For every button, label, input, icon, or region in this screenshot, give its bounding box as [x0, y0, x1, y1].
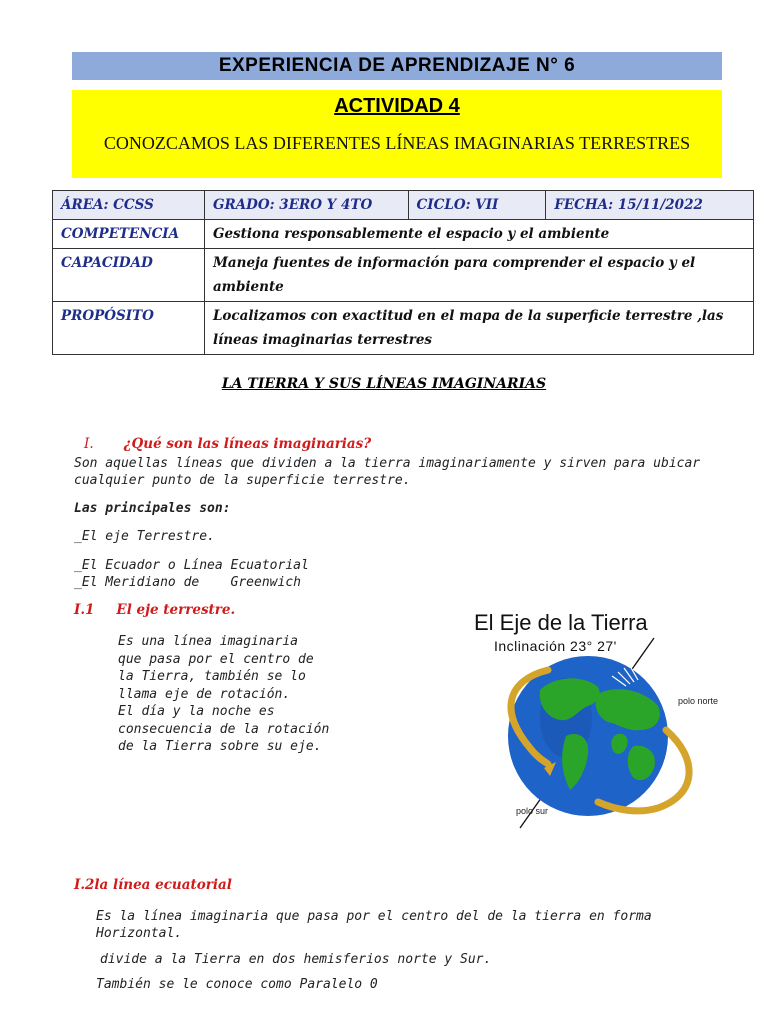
equator-paragraph-1: Es la línea imaginaria que pasa por el centro del de la tierra en forma Horizontal. — [96, 909, 652, 941]
section-1-2-title: la línea ecuatorial — [94, 877, 232, 893]
axis-description — [118, 633, 348, 756]
ciclo-cell: CICLO: VII — [408, 191, 546, 220]
section-title: LA TIERRA Y SUS LÍNEAS IMAGINARIAS — [221, 376, 547, 392]
question-1-text: Son aquellas líneas que dividen a la tierra imaginariamente y sirven para ubicar cualquier punto de la superficie terrestre. — [74, 456, 701, 488]
list-item: _El Ecuador o Línea Ecuatorial — [74, 558, 309, 573]
earth-axis-illustration — [448, 598, 718, 830]
table-row — [53, 249, 754, 302]
principales-heading: Las principales son: — [74, 501, 231, 516]
info-table — [52, 190, 754, 355]
capacidad-value: Maneja fuentes de información para comprender el espacio y el ambiente — [204, 249, 753, 302]
proposito-label: PROPÓSITO — [53, 302, 205, 355]
illustration-title: El Eje de la Tierra — [474, 610, 648, 635]
competencia-value: Gestiona responsablemente el espacio y el ambiente — [204, 220, 753, 249]
axis-line: Es una línea imaginaria — [118, 634, 299, 649]
table-row — [53, 191, 754, 220]
axis-line: llama eje de rotación. — [118, 686, 291, 702]
activity-title: ACTIVIDAD 4 — [334, 95, 460, 117]
question-1-title: ¿Qué son las líneas imaginarias? — [123, 436, 372, 452]
experience-header: EXPERIENCIA DE APRENDIZAJE N° 6 — [72, 52, 722, 80]
section-1-2-heading — [74, 877, 232, 893]
list-item: _El eje Terrestre. — [74, 529, 215, 544]
grado-cell: GRADO: 3ERO Y 4TO — [204, 191, 408, 220]
section-1-1-title: El eje terrestre. — [116, 602, 236, 618]
proposito-value: Localizamos con exactitud en el mapa de la superficie terrestre ,las líneas imaginarias terrestres — [204, 302, 753, 355]
axis-line: que pasa por el centro de — [118, 651, 314, 667]
fecha-cell: FECHA: 15/11/2022 — [546, 191, 754, 220]
area-cell: ÁREA: CCSS — [53, 191, 205, 220]
activity-subtitle: CONOZCAMOS LAS DIFERENTES LÍNEAS IMAGINARIAS TERRESTRES — [103, 133, 691, 153]
axis-line: consecuencia de la rotación — [118, 721, 330, 737]
list-item: _El Meridiano de Greenwich — [74, 575, 301, 590]
table-row — [53, 302, 754, 355]
equator-paragraph-3: También se le conoce como Paralelo 0 — [96, 977, 378, 992]
section-1-1-number: I.1 — [74, 602, 95, 618]
equator-paragraph-2: divide a la Tierra en dos hemisferios norte y Sur. — [100, 952, 492, 967]
table-row — [53, 220, 754, 249]
north-pole-label: polo norte — [678, 696, 718, 706]
axis-line: El día y la noche es — [118, 704, 275, 719]
question-1-heading — [84, 436, 371, 452]
capacidad-label: CAPACIDAD — [53, 249, 205, 302]
section-1-1-heading — [74, 602, 235, 618]
question-1-number: I. — [84, 436, 94, 452]
axis-line: la Tierra, también se lo — [118, 669, 306, 684]
section-1-2-number: I.2 — [74, 877, 95, 893]
illustration-subtitle: Inclinación 23° 27' — [494, 638, 617, 654]
axis-line: de la Tierra sobre su eje. — [118, 739, 322, 754]
competencia-label: COMPETENCIA — [53, 220, 205, 249]
activity-banner — [72, 90, 722, 178]
south-pole-label: polo sur — [516, 806, 549, 816]
